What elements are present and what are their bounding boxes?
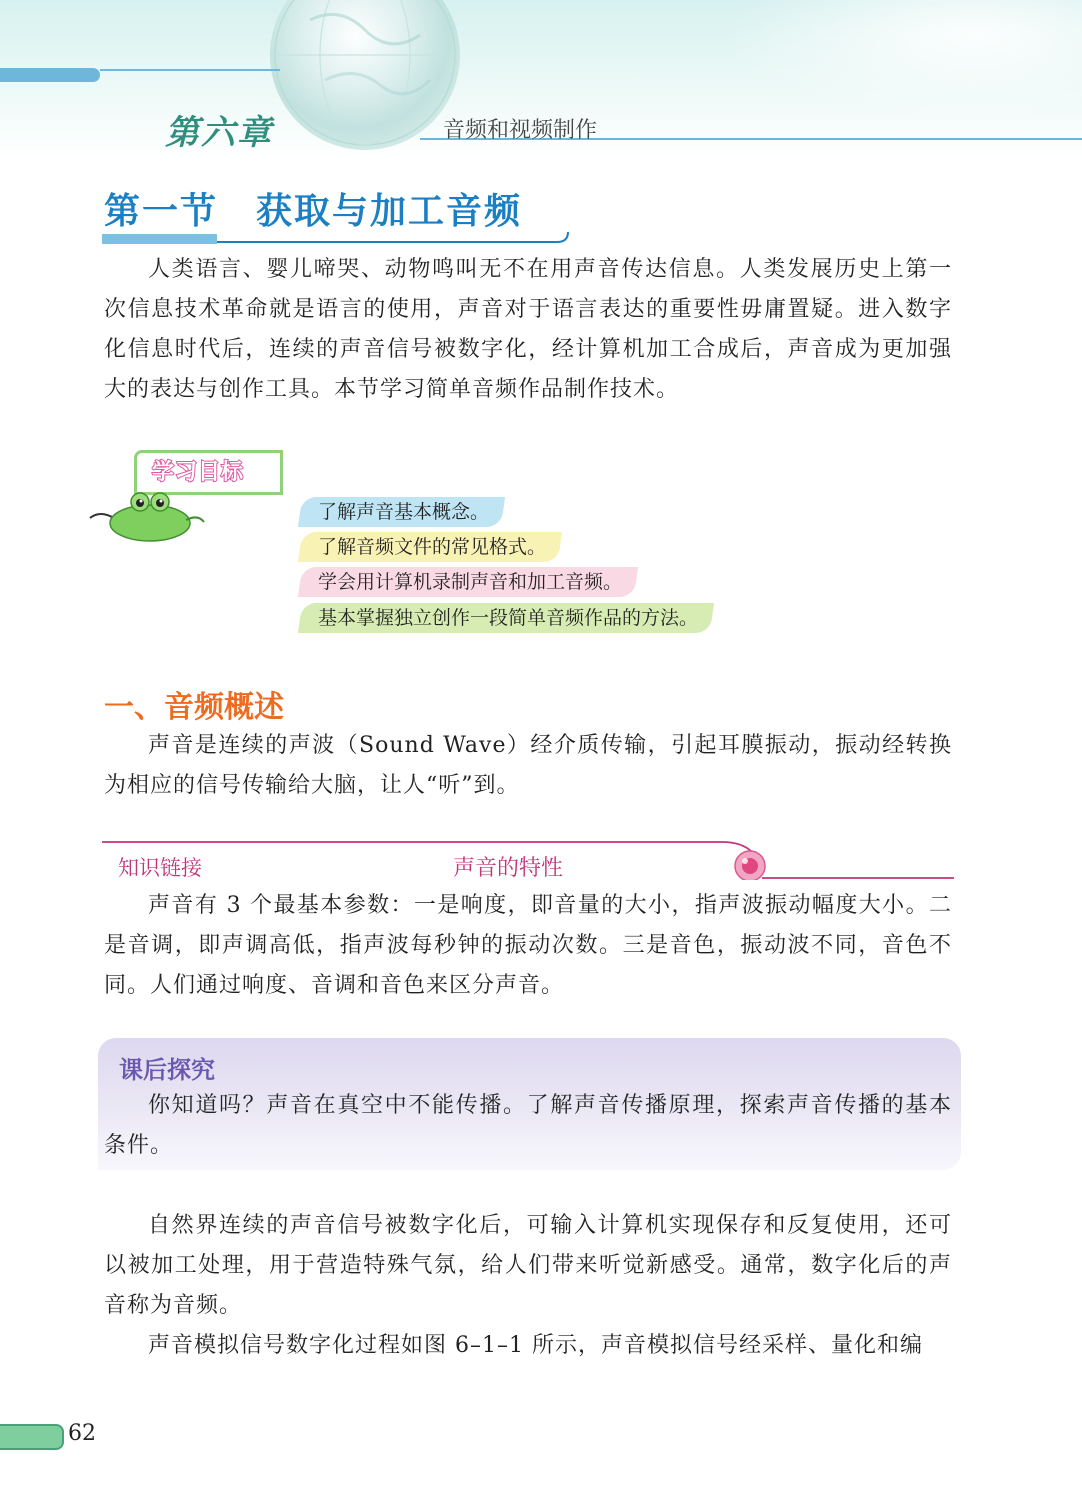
subsection-paragraph: 声音是连续的声波（Sound Wave）经介质传输，引起耳膜振动，振动经转换为相应的信号传输给大脑，让人“听”到。 <box>104 733 952 798</box>
goals-label: 学习目标 <box>152 460 245 485</box>
intro-paragraph: 人类语言、婴儿啼哭、动物鸣叫无不在用声音传达信息。人类发展历史上第一次信息技术革命就是语言的使用，声音对于语言表达的重要性毋庸置疑。进入数字化信息时代后，连续的声音信号被数字化，经计算机加工合成后，声音成为更加强大的表达与创作工具。本节学习简单音频作品制作技术。 <box>104 257 952 402</box>
explore-label: 课后探究 <box>119 1056 215 1084</box>
goal-item: 学会用计算机录制声音和加工音频。 <box>298 567 638 597</box>
subsection-heading: 一、音频概述 <box>104 690 284 725</box>
frog-mascot-icon <box>88 488 208 543</box>
goal-item: 了解音频文件的常见格式。 <box>298 532 562 562</box>
knowledge-link-text: 声音有 3 个最基本参数：一是响度，即音量的大小，指声波振动幅度大小。二是音调，即声调高低，指声波每秒钟的振动次数。三是音色，振动波不同，音色不同。人们通过响度、音调和音色来区分声音。 <box>104 893 952 998</box>
goals-tab-frame <box>280 450 283 495</box>
section-title: 第一节 获取与加工音频 <box>104 191 523 232</box>
goal-item: 了解声音基本概念。 <box>298 497 505 527</box>
goal-item: 基本掌握独立创作一段简单音频作品的方法。 <box>298 603 714 633</box>
header-divider <box>100 69 280 71</box>
header-highlight <box>720 0 1082 120</box>
digitization-process-paragraph: 声音模拟信号数字化过程如图 6–1–1 所示，声音模拟信号经采样、量化和编 <box>148 1333 923 1358</box>
digital-audio-paragraph: 自然界连续的声音信号被数字化后，可输入计算机实现保存和反复使用，还可以被加工处理，用于营造特殊气氛，给人们带来听觉新感受。通常，数字化后的声音称为音频。 <box>104 1213 952 1318</box>
page-number-tab <box>0 1424 64 1450</box>
section-title-underline <box>102 232 572 246</box>
knowledge-link-label: 知识链接 <box>118 856 202 880</box>
chapter-number: 第六章 <box>165 113 273 153</box>
header-accent-bar <box>0 68 100 82</box>
page-number: 62 <box>68 1421 96 1446</box>
chapter-title: 音频和视频制作 <box>443 117 598 142</box>
globe-icon <box>270 0 460 150</box>
knowledge-link-title: 声音的特性 <box>453 856 564 881</box>
explore-text: 你知道吗？声音在真空中不能传播。了解声音传播原理，探索声音传播的基本条件。 <box>104 1093 952 1158</box>
